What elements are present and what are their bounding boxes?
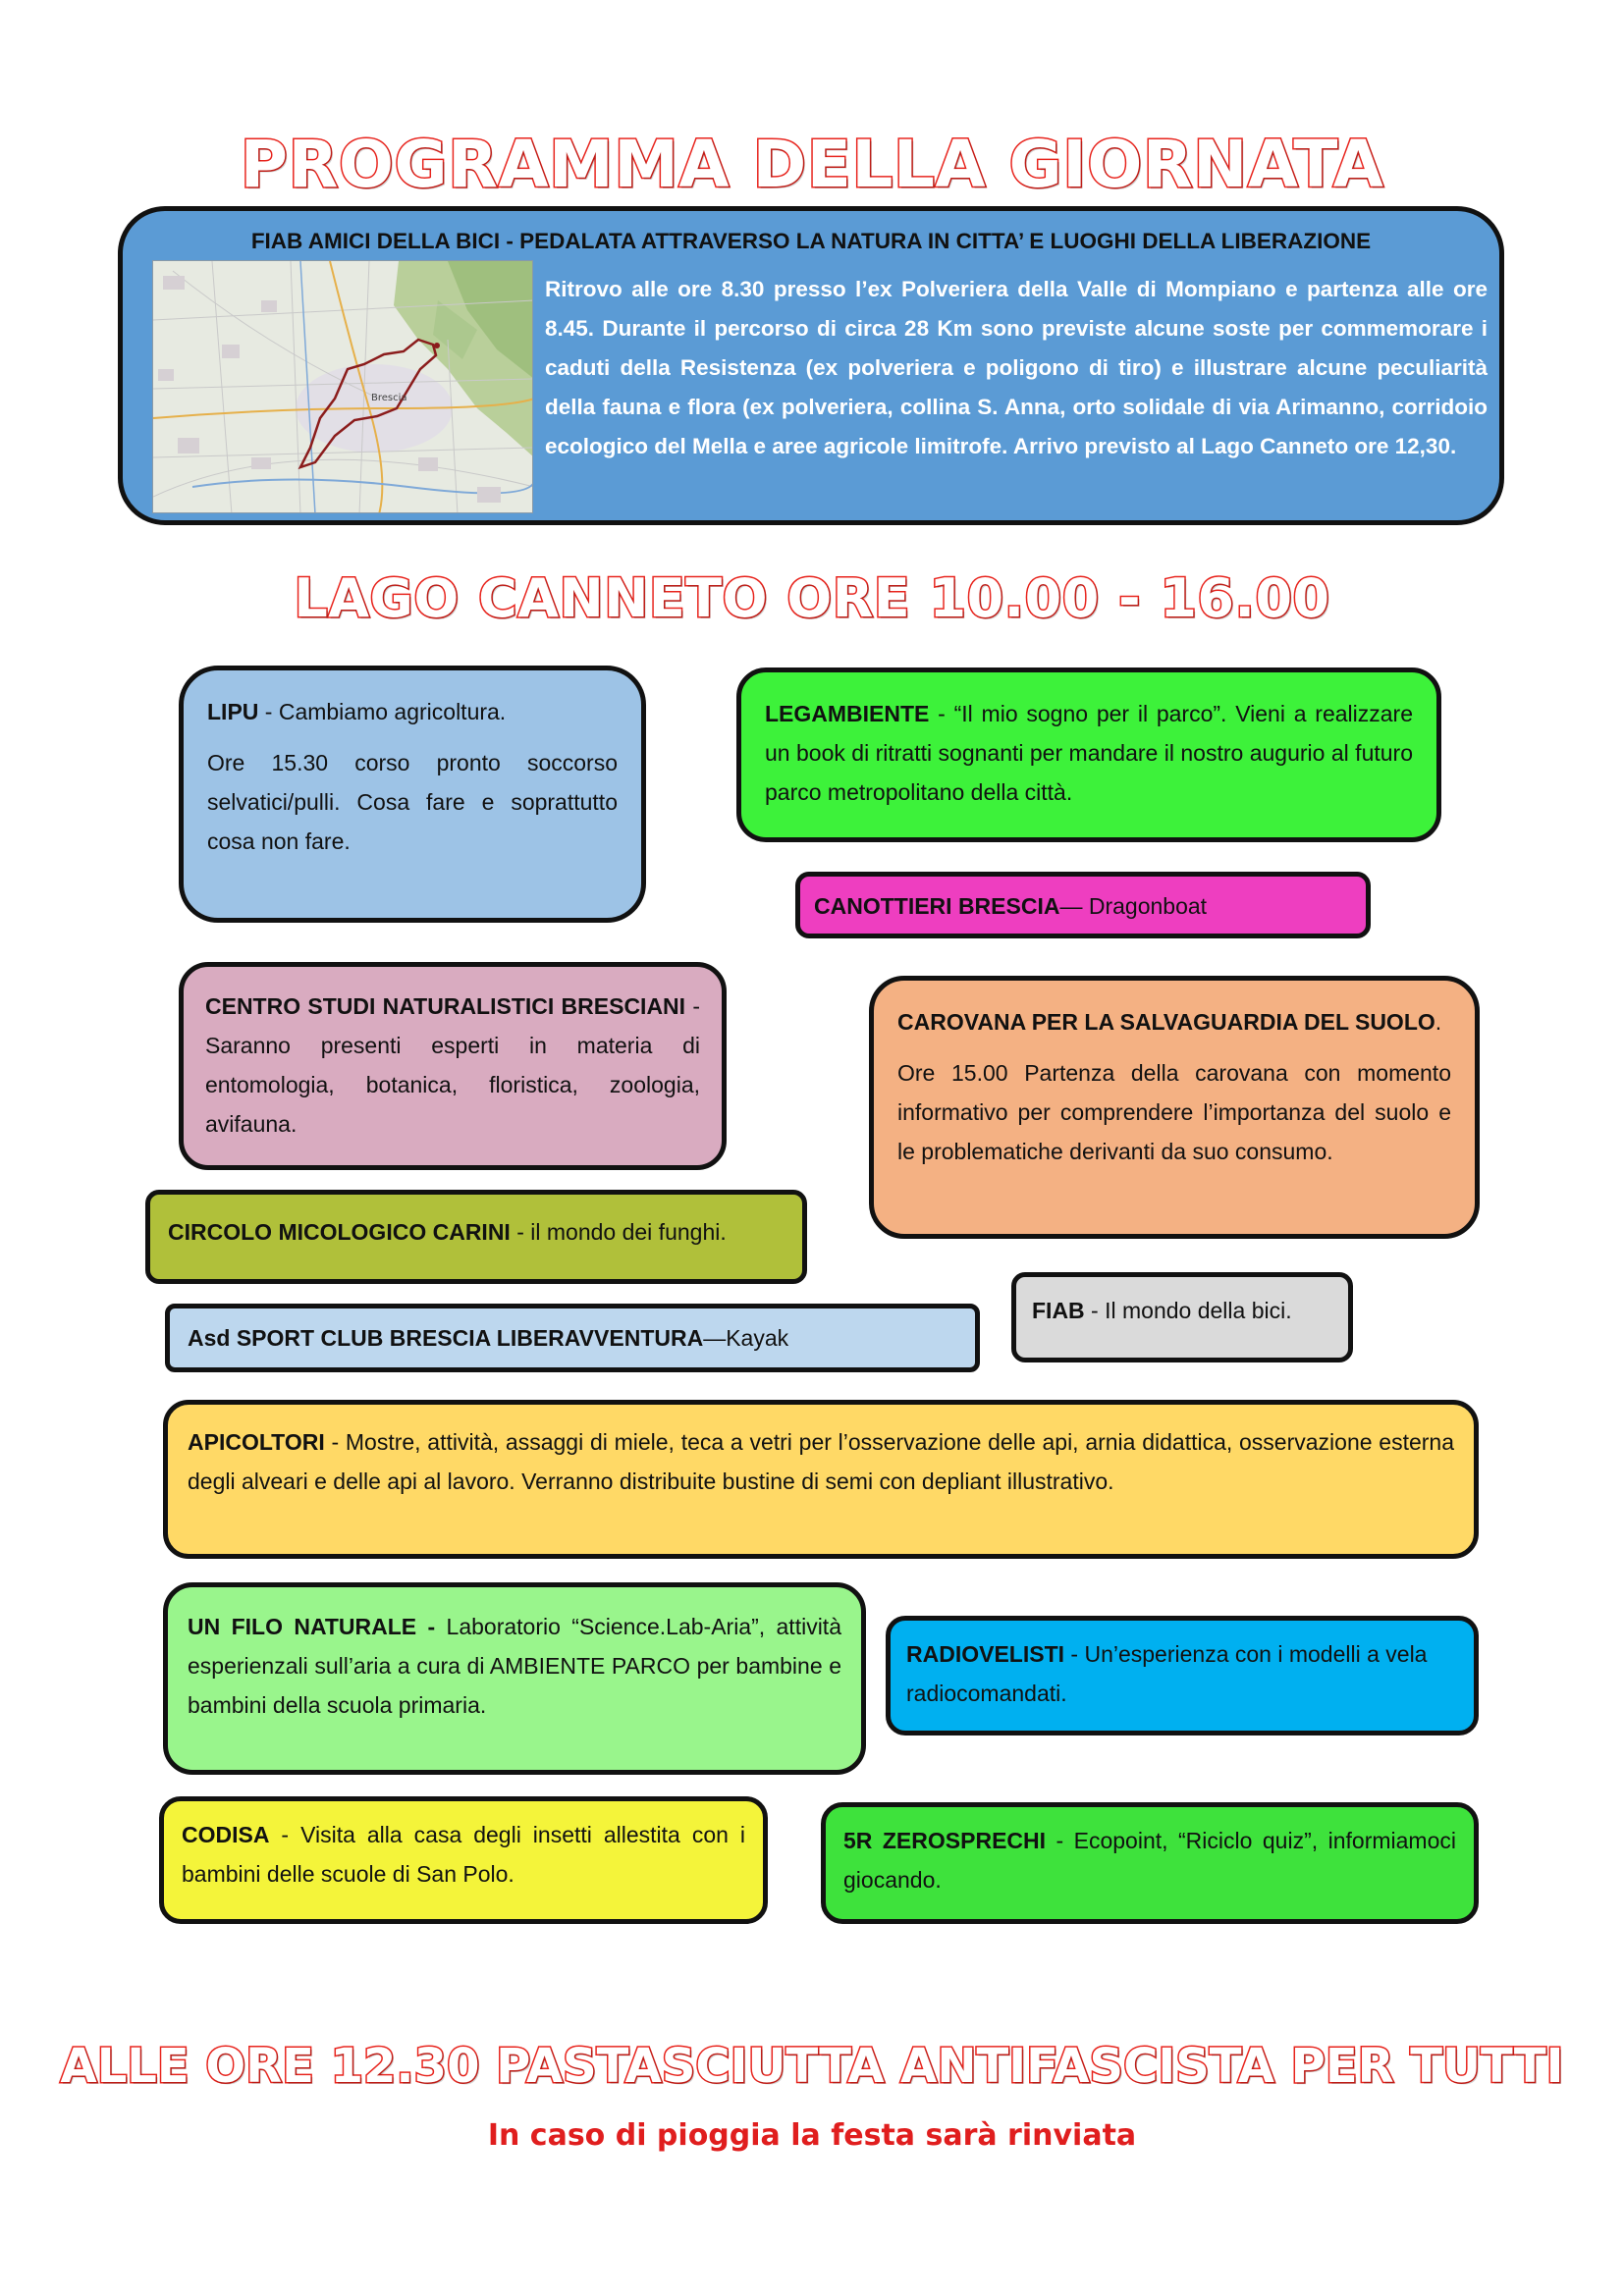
carovana-name: CAROVANA PER LA SALVAGUARDIA DEL SUOLO (897, 1009, 1435, 1035)
lipu-text: Ore 15.30 corso pronto soccorso selvatici/pulli. Cosa fare e soprattutto cosa non fare. (207, 750, 618, 854)
canottieri-box: CANOTTIERI BRESCIA— Dragonboat (795, 872, 1371, 938)
asd-name: Asd SPORT CLUB BRESCIA LIBERAVVENTURA (188, 1325, 704, 1351)
carovana-box: CAROVANA PER LA SALVAGUARDIA DEL SUOLO. Ore 15.00 Partenza della carovana con momento informativo per comprendere l’importanza del suolo e le problematiche derivanti da suo consumo. (869, 976, 1480, 1239)
asd-box: Asd SPORT CLUB BRESCIA LIBERAVVENTURA—Kayak (165, 1304, 980, 1372)
lipu-box: LIPU - Cambiamo agricoltura. Ore 15.30 corso pronto soccorso selvatici/pulli. Cosa fare e soprattutto cosa non fare. (179, 666, 646, 923)
fiab-ride-box (118, 206, 1504, 525)
apicoltori-name: APICOLTORI (188, 1429, 325, 1455)
circolo-box: CIRCOLO MICOLOGICO CARINI - il mondo dei funghi. (145, 1190, 807, 1284)
codisa-box: CODISA - Visita alla casa degli insetti allestita con i bambini delle scuole di San Polo. (159, 1796, 768, 1924)
radiovelisti-box: RADIOVELISTI - Un’esperienza con i modelli a vela radiocomandati. (886, 1616, 1479, 1735)
lago-canneto-title: LAGO CANNETO ORE 10.00 - 16.00 (294, 567, 1330, 629)
legambiente-name: LEGAMBIENTE (765, 701, 930, 726)
route-map-image (152, 260, 533, 513)
pastasciutta-banner: ALLE ORE 12.30 PASTASCIUTTA ANTIFASCISTA PER TUTTI (60, 2039, 1564, 2094)
circolo-name: CIRCOLO MICOLOGICO CARINI (168, 1219, 511, 1245)
centro-studi-name: CENTRO STUDI NATURALISTICI BRESCIANI (205, 993, 686, 1019)
zerosprechi-name: 5R ZEROSPRECHI (843, 1828, 1047, 1853)
page-title: PROGRAMMA DELLA GIORNATA (240, 127, 1384, 202)
radiovelisti-name: RADIOVELISTI (906, 1641, 1065, 1667)
apicoltori-box: APICOLTORI - Mostre, attività, assaggi di miele, teca a vetri per l’osservazione delle api, arnia didattica, osservazione esterna degli alveari e delle api al lavoro. Verranno distribuite bustine di semi con depliant illustrativo. (163, 1400, 1479, 1559)
rain-note: In caso di pioggia la festa sarà rinviata (487, 2118, 1137, 2153)
map-city-label: Brescia (371, 393, 407, 403)
fiab-ride-description: Ritrovo alle ore 8.30 presso l’ex Polveriera della Valle di Mompiano e partenza alle ore 8.45. Durante il percorso di circa 28 Km sono previste alcune soste per commemorare i caduti della Resistenza (ex polveriera e poligono di tiro) e illustrare alcune peculiarità della fauna e flora (ex polveriera, collina S. Anna, orto solidale di via Arimanno, corridoio ecologico del Mella e aree agricole limitrofe. Arrivo previsto al Lago Canneto ore 12,30. (545, 277, 1488, 458)
fiab-ride-heading: FIAB AMICI DELLA BICI - PEDALATA ATTRAVERSO LA NATURA IN CITTA’ E LUOGHI DELLA LIBERAZIONE (250, 229, 1372, 253)
carovana-text: Ore 15.00 Partenza della carovana con momento informativo per comprendere l’importanza del suolo e le problematiche derivanti da suo consumo. (897, 1060, 1451, 1164)
canottieri-name: CANOTTIERI BRESCIA (814, 893, 1060, 919)
lipu-name: LIPU (207, 699, 259, 724)
fiab-small-name: FIAB (1032, 1298, 1085, 1323)
filo-naturale-name: UN FILO NATURALE - (188, 1614, 436, 1639)
legambiente-box: LEGAMBIENTE - “Il mio sogno per il parco”. Vieni a realizzare un book di ritratti sognanti per mandare il nostro augurio al futuro parco metropolitano della città. (736, 667, 1441, 842)
filo-naturale-box: UN FILO NATURALE - Laboratorio “Science.Lab-Aria”, attività esperienzali sull’aria a cura di AMBIENTE PARCO per bambine e bambini della scuola primaria. (163, 1582, 866, 1775)
route-map-svg (153, 261, 533, 513)
zerosprechi-box: 5R ZEROSPRECHI - Ecopoint, “Riciclo quiz”, informiamoci giocando. (821, 1802, 1479, 1924)
fiab-small-box: FIAB - Il mondo della bici. (1011, 1272, 1353, 1362)
codisa-name: CODISA (182, 1822, 270, 1847)
centro-studi-box: CENTRO STUDI NATURALISTICI BRESCIANI - Saranno presenti esperti in materia di entomologia, botanica, floristica, zoologia, avifauna. (179, 962, 727, 1170)
